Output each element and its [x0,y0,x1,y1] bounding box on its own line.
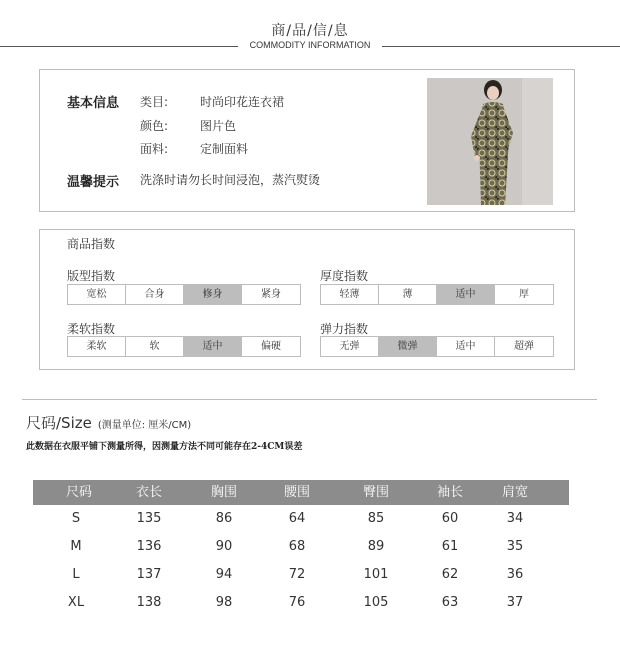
info-row-category [140,93,284,110]
info-key: 面料: [140,142,169,156]
size-table-header [33,480,569,505]
fit-index-scale [67,284,301,305]
warm-tip-text: 洗涤时请勿长时间浸泡，蒸汽熨烫 [140,173,321,187]
col-header-shoulder: 肩宽 [501,485,528,500]
cell: 137 [136,567,162,582]
col-header-hip: 臀围 [362,485,389,500]
section-title: 商/品/信/息 [271,23,349,39]
col-header-size: 尺码 [65,485,92,500]
cell: S [71,511,81,526]
info-row-fabric [140,140,248,157]
thickness-option: 轻薄 [321,285,379,304]
col-header-sleeve: 袖长 [436,485,463,500]
fit-option: 紧身 [261,289,281,300]
cell: 89 [367,539,385,554]
thickness-option: 薄 [379,285,437,304]
fit-option: 宽松 [68,285,126,304]
table-row [33,533,569,561]
elasticity-index-label: 弹力指数 [320,322,369,336]
product-index-title: 商品指数 [67,237,116,251]
size-title: 尺码/Size [26,414,92,432]
header-divider-right [382,46,620,47]
softness-option: 偏硬 [261,341,281,352]
cell: 136 [136,539,162,554]
size-unit: (测量单位: 厘米/CM) [97,420,192,431]
elasticity-option: 无弹 [321,337,379,356]
table-row [33,505,569,533]
cell: 98 [215,595,233,610]
cell: 138 [136,595,162,610]
softness-index-label: 柔软指数 [67,322,116,336]
elasticity-index-scale [320,336,554,357]
elasticity-option-selected: 微弹 [379,337,437,356]
softness-option: 柔软 [68,337,126,356]
cell: 86 [215,511,233,526]
cell: M [70,539,82,554]
fit-option: 合身 [126,285,184,304]
cell: 63 [441,595,459,610]
cell: L [72,567,80,582]
cell: 85 [367,511,385,526]
thickness-option-selected: 适中 [437,285,495,304]
header-divider-left [0,46,238,47]
softness-option-selected: 适中 [184,337,242,356]
cell: 34 [506,511,524,526]
cell: 68 [288,539,306,554]
info-key: 颜色: [140,119,169,133]
elasticity-option: 超弹 [514,341,534,352]
fit-index-label: 版型指数 [67,269,116,283]
info-value: 图片色 [200,119,237,133]
section-subtitle: COMMODITY INFORMATION [249,40,371,50]
elasticity-option: 适中 [437,337,495,356]
size-note: 此数据在衣服平铺下测量所得，因测量方法不同可能存在2-4CM误差 [26,442,303,452]
cell: 101 [363,567,389,582]
cell: 135 [136,511,162,526]
product-photo [427,78,553,205]
cell: 76 [288,595,306,610]
softness-index-scale [67,336,301,357]
info-value: 定制面料 [200,142,249,156]
cell: 61 [441,539,459,554]
section-divider [22,399,597,400]
basic-info-label: 基本信息 [67,96,120,111]
col-header-length: 衣长 [135,485,162,500]
cell: 94 [215,567,233,582]
cell: 72 [288,567,306,582]
info-key: 类目: [140,95,169,109]
cell: 105 [363,595,389,610]
info-row-color [140,117,236,134]
softness-option: 软 [126,337,184,356]
thickness-option: 厚 [519,289,529,300]
table-row [33,589,569,617]
cell: 37 [506,595,524,610]
table-row [33,561,569,589]
cell: 60 [441,511,459,526]
cell: 64 [288,511,306,526]
warm-tip-label: 温馨提示 [67,175,120,190]
info-value: 时尚印花连衣裙 [200,95,285,109]
cell: 36 [506,567,524,582]
col-header-waist: 腰围 [283,485,310,500]
thickness-index-scale [320,284,554,305]
col-header-chest: 胸围 [210,485,237,500]
cell: XL [67,595,85,610]
cell: 90 [215,539,233,554]
fit-option-selected: 修身 [184,285,242,304]
model-dress-illustration [427,78,553,205]
thickness-index-label: 厚度指数 [320,269,369,283]
cell: 62 [441,567,459,582]
cell: 35 [506,539,524,554]
size-heading [26,412,191,433]
